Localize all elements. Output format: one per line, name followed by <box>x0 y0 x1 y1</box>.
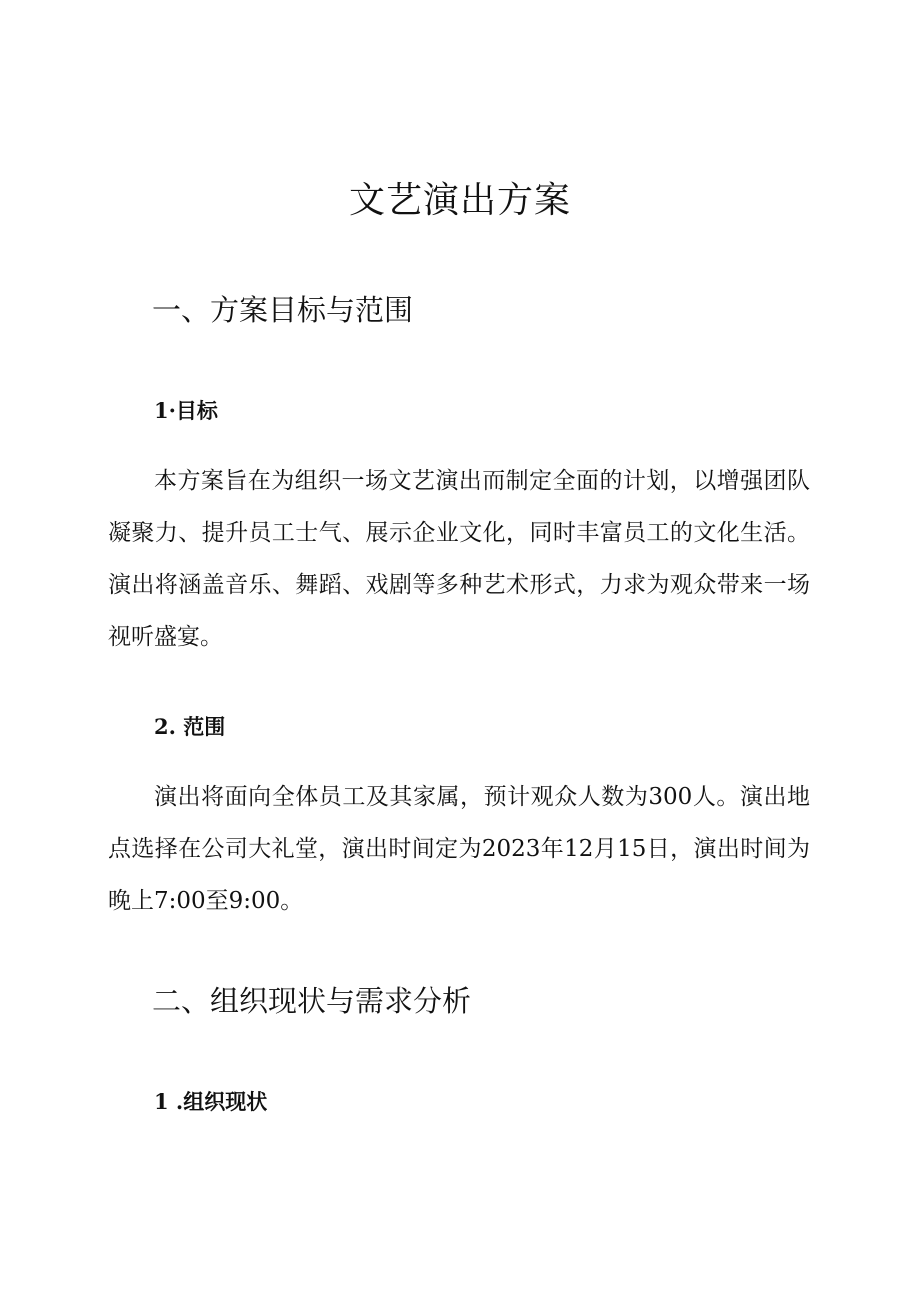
paragraph-goal: 本方案旨在为组织一场文艺演出而制定全面的计划，以增强团队凝聚力、提升员工士气、展示企业文化，同时丰富员工的文化生活。演出将涵盖音乐、舞蹈、戏剧等多种艺术形式，力求为观众带来一场视听盛宴。 <box>108 468 810 650</box>
paragraph-scope: 演出将面向全体员工及其家属，预计观众人数为300人。演出地点选择在公司大礼堂，演出时间定为2023年12月15日，演出时间为晚上7:00至9:00。 <box>108 784 810 914</box>
subsection-heading-goal: 1·目标 <box>154 398 218 423</box>
document-title: 文艺演出方案 <box>348 180 571 221</box>
section-heading-1: 一、方案目标与范围 <box>152 293 414 327</box>
subsection-heading-scope: 2. 范围 <box>154 714 226 739</box>
section-heading-2: 二、组织现状与需求分析 <box>152 984 472 1018</box>
subsection-heading-org-status: 1 .组织现状 <box>154 1089 268 1114</box>
